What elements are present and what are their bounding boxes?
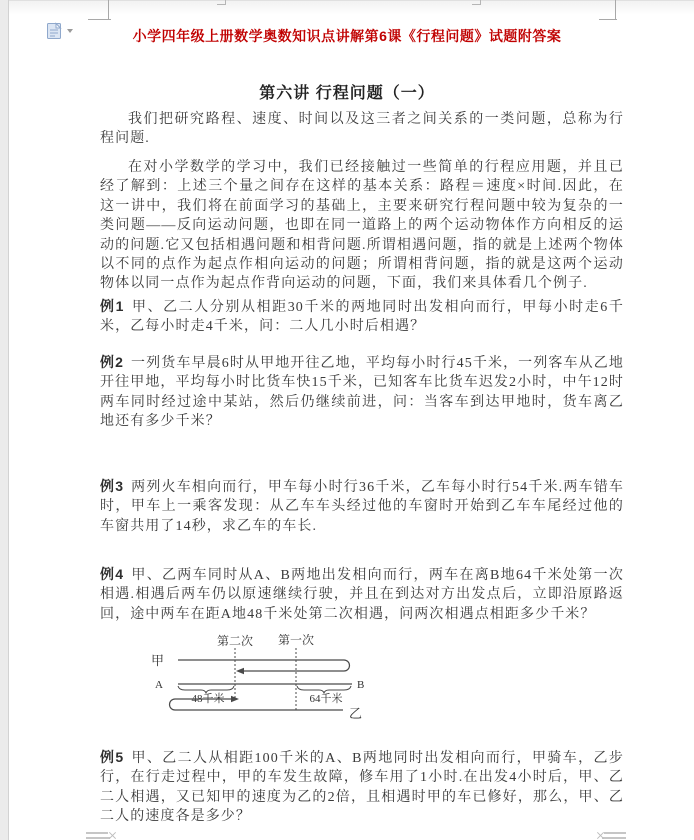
document-title: 小学四年级上册数学奥数知识点讲解第6课《行程问题》试题附答案 (132, 28, 562, 44)
jia-label: 甲 (151, 653, 165, 668)
ruler-tick-mark (472, 0, 481, 5)
text-boundary-mark-right (599, 19, 617, 20)
example-3-label: 例3 (100, 478, 125, 494)
example-5-label: 例5 (100, 749, 125, 765)
jia-arrowhead (236, 668, 244, 674)
example-3-text: 两列火车相向而行，甲车每小时行36千米，乙车每小时行54千米.两车错车时，甲车上一乘客发现：从乙车车头经过他的车窗时开始到乙车车尾经过他的车窗共用了14秒，求乙车的车长. (100, 480, 624, 534)
example-4-label: 例4 (100, 566, 125, 582)
example-5-text: 甲、乙二人从相距100千米的A、B两地同时出发相向而行，甲骑车，乙步行，在行走过程中，甲的车发生故障，修车用了1小时.在出发4小时后，甲、乙二人相遇，又已知甲的速度为乙的2倍，且相遇时甲的车已修好，那么，甲、乙二人的速度各是多少？ (100, 751, 624, 825)
second-meeting-label: 第二次 (216, 634, 254, 648)
distance-48km-label: 48千米 (191, 693, 225, 705)
example-4-text: 甲、乙两车同时从A、B两地出发相向而行，两车在离B地64千米处第一次相遇.相遇后两车仍以原速继续行驶，并且在到达对方出发点后，立即沿原路返回，途中两车在距A地48千米处第二次相遇，问两次相遇点相距多少千米？ (100, 568, 624, 622)
first-meeting-label: 第一次 (277, 634, 315, 647)
intro-paragraph (100, 110, 624, 149)
example-1 (100, 297, 624, 337)
left-margin-strip (0, 0, 9, 840)
example-5 (100, 748, 624, 827)
example-3 (100, 477, 624, 536)
body-text: 在对小学数学的学习中，我们已经接触过一些简单的行程应用题，并且已经了解到：上述三个量之间存在这样的基本关系：路程＝速度×时间.因此，在这一讲中，我们将在前面学习的基础上，主要来研究行程问题中较为复杂的一类问题——反向运动问题，也即在同一道路上的两个运动物体作方向相反的运动的问题.它又包括相遇问题和相背问题.所谓相遇问题，指的就是上述两个物体以不同的点作为起点作相向运动的问题；所谓相背问题，指的就是这两个运动物体以同一点作为起点作背向运动的问题，下面，我们来具体看几个例子. (100, 160, 624, 292)
body-paragraph (100, 158, 624, 294)
toolbar-shadow (9, 0, 694, 15)
yi-label: 乙 (349, 706, 363, 721)
jia-route-line (178, 660, 350, 671)
text-boundary-mark-right (615, 0, 616, 19)
example-1-text: 甲、乙二人分别从相距30千米的两地同时出发相向而行，甲每小时走6千米，乙每小时走4千米，问：二人几小时后相遇？ (100, 300, 624, 335)
intro-text: 我们把研究路程、速度、时间以及这三者之间关系的一类问题，总称为行程问题. (100, 112, 624, 147)
page-break-widget (86, 832, 116, 840)
page-break-widget (596, 832, 626, 840)
text-boundary-mark-left (88, 19, 111, 20)
example-2-text: 一列货车早晨6时从甲地开往乙地，平均每小时行45千米，一列客车从乙地开往甲地，平均每小时比货车快15千米，已知客车比货车迟发2小时，中午12时两车同时经过途中某站，然后仍继续前进，问：当客车到达甲地时，货车离乙地还有多少千米？ (100, 356, 624, 430)
example-2-label: 例2 (100, 354, 125, 370)
ruler-tick-mark (217, 0, 226, 5)
section-heading: 第六讲 行程问题（一） (259, 85, 435, 102)
example-4 (100, 565, 624, 624)
left-distance-brace (178, 686, 234, 693)
point-a-label: A (155, 679, 163, 691)
point-b-label: B (357, 679, 365, 691)
example-1-label: 例1 (100, 298, 125, 314)
distance-64km-label: 64千米 (309, 693, 343, 705)
right-distance-brace (297, 686, 351, 693)
meeting-problem-diagram (148, 634, 372, 738)
text-boundary-mark-left (108, 0, 109, 19)
example-2 (100, 353, 624, 432)
